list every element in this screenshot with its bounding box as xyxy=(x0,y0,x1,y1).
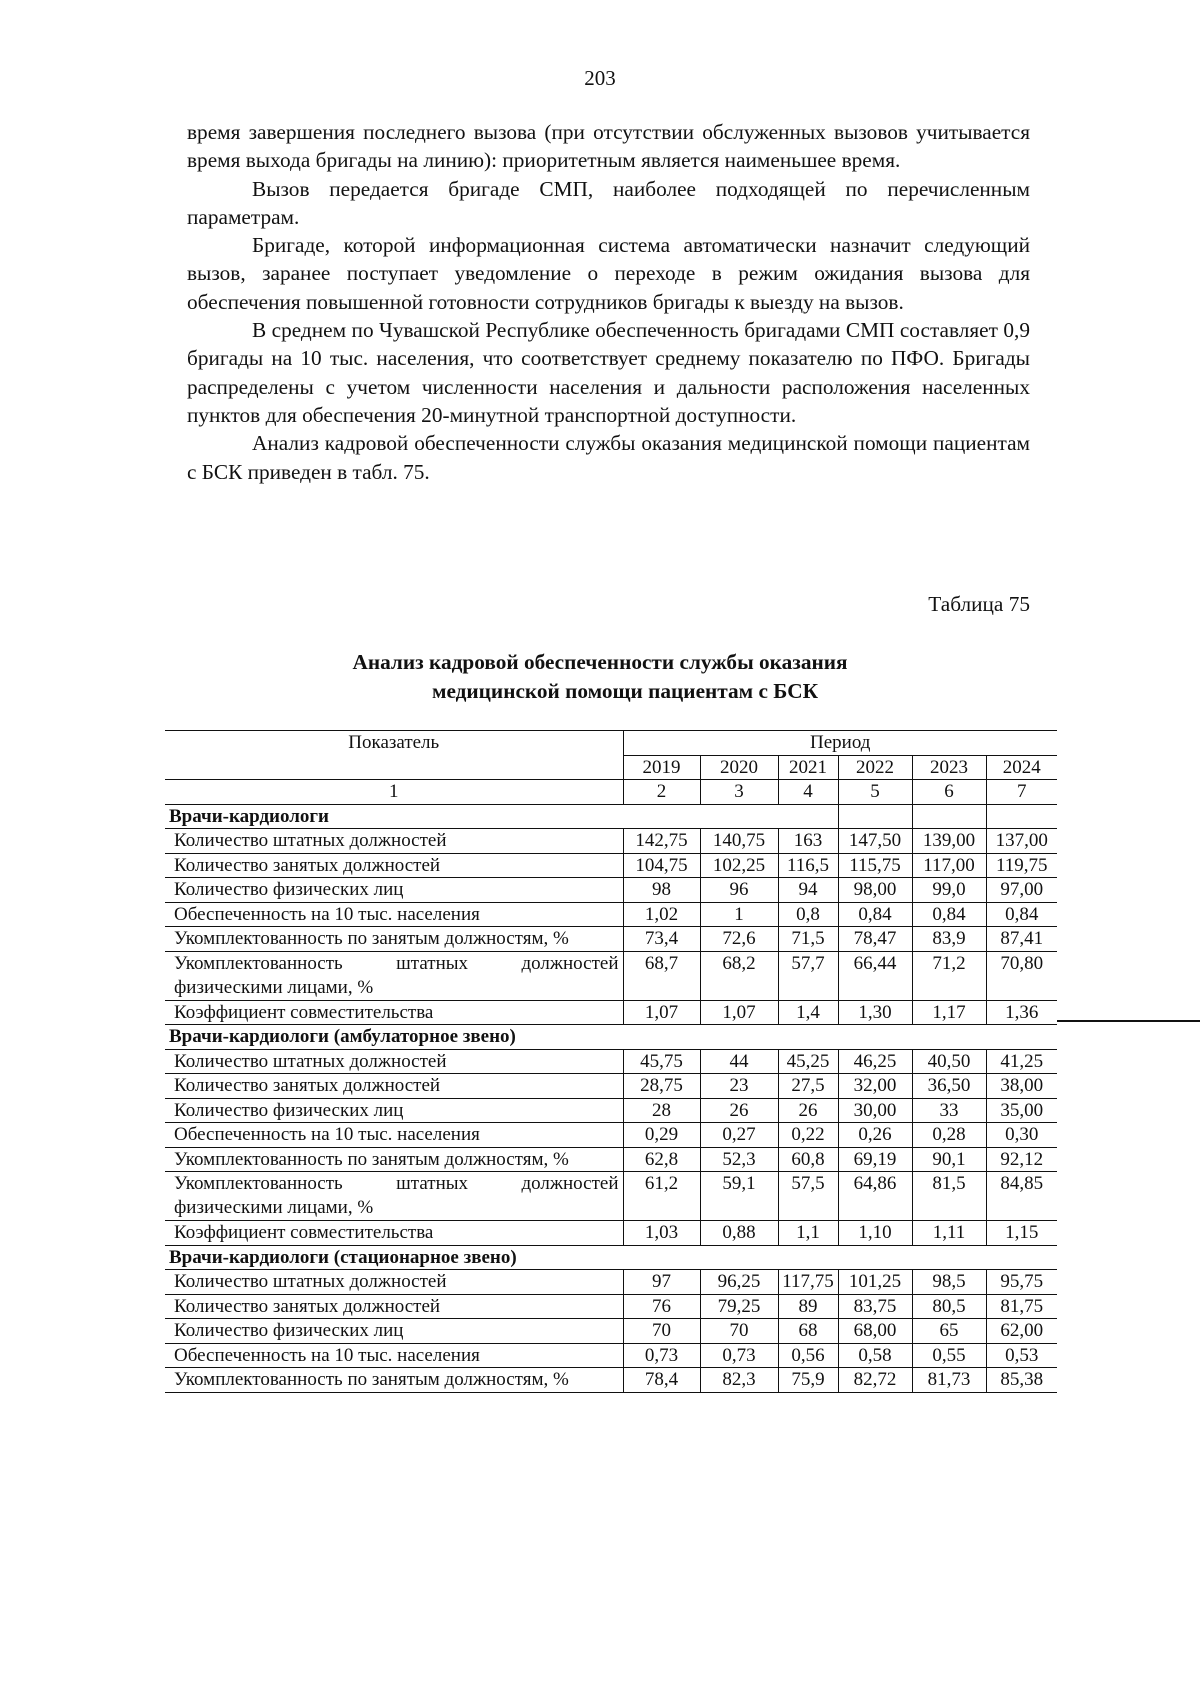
cell-value: 44 xyxy=(700,1049,778,1074)
cell-value: 68 xyxy=(778,1319,838,1344)
cell-value: 94 xyxy=(778,878,838,903)
cell-value: 87,41 xyxy=(986,927,1057,952)
cell-value: 0,58 xyxy=(838,1343,912,1368)
cell-value: 0,30 xyxy=(986,1123,1057,1148)
cell-value: 1,36 xyxy=(986,1000,1057,1025)
cell-value: 104,75 xyxy=(623,853,700,878)
table-row xyxy=(165,1098,1057,1123)
cell-value: 68,7 xyxy=(623,951,700,1000)
table-title xyxy=(300,648,900,706)
table-row xyxy=(165,1000,1057,1025)
cell-value: 98 xyxy=(623,878,700,903)
cell-value: 59,1 xyxy=(700,1172,778,1221)
row-label: Укомплектованность по занятым должностям, % xyxy=(165,927,623,952)
cell-value: 0,28 xyxy=(912,1123,986,1148)
cell-value: 119,75 xyxy=(986,853,1057,878)
paragraph: В среднем по Чувашской Республике обеспеченность бригадами СМП составляет 0,9 бригады на 10 тыс. населения, что соответствует среднему показателю по ПФО. Бригады распределены с учетом численности населения и дальности расположения населенных пунктов для обеспечения 20-минутной транспортной доступности. xyxy=(187,318,1030,427)
cell-value: 41,25 xyxy=(986,1049,1057,1074)
cell-value: 71,5 xyxy=(778,927,838,952)
table-row xyxy=(165,1123,1057,1148)
cell-value: 45,75 xyxy=(623,1049,700,1074)
section-header-row xyxy=(165,1025,1057,1050)
cell-value: 1,02 xyxy=(623,902,700,927)
cell-value: 46,25 xyxy=(838,1049,912,1074)
cell-value: 35,00 xyxy=(986,1098,1057,1123)
table-row xyxy=(165,1221,1057,1246)
cell-value: 78,4 xyxy=(623,1368,700,1393)
cell-value: 0,73 xyxy=(623,1343,700,1368)
column-number: 5 xyxy=(838,780,912,805)
cell-value: 139,00 xyxy=(912,829,986,854)
cell-value: 38,00 xyxy=(986,1074,1057,1099)
cell-value: 1,4 xyxy=(778,1000,838,1025)
table-colnum-row xyxy=(165,780,1057,805)
cell-value: 66,44 xyxy=(838,951,912,1000)
cell-value: 73,4 xyxy=(623,927,700,952)
row-label: Укомплектованность по занятым должностям, % xyxy=(165,1368,623,1393)
column-number: 6 xyxy=(912,780,986,805)
cell-value: 68,2 xyxy=(700,951,778,1000)
paragraph: Бригаде, которой информационная система автоматически назначит следующий вызов, заранее поступает уведомление о переходе в режим ожидания вызова для обеспечения повышенной готовности сотрудников бригады к выезду на вызов. xyxy=(187,233,1030,314)
row-label: Количество физических лиц xyxy=(165,1319,623,1344)
table-row xyxy=(165,951,1057,1000)
cell-value: 147,50 xyxy=(838,829,912,854)
cell-value: 102,25 xyxy=(700,853,778,878)
cell-value: 68,00 xyxy=(838,1319,912,1344)
cell-value: 0,84 xyxy=(912,902,986,927)
empty-cell xyxy=(986,804,1057,829)
header-year: 2019 xyxy=(623,755,700,780)
row-label: Количество занятых должностей xyxy=(165,853,623,878)
table-row xyxy=(165,1074,1057,1099)
cell-value: 96,25 xyxy=(700,1270,778,1295)
cell-value: 140,75 xyxy=(700,829,778,854)
cell-value: 1,07 xyxy=(700,1000,778,1025)
cell-value: 97,00 xyxy=(986,878,1057,903)
cell-value: 1,15 xyxy=(986,1221,1057,1246)
cell-value: 117,00 xyxy=(912,853,986,878)
cell-value: 0,84 xyxy=(838,902,912,927)
cell-value: 61,2 xyxy=(623,1172,700,1221)
table-row xyxy=(165,927,1057,952)
table-row xyxy=(165,878,1057,903)
cell-value: 40,50 xyxy=(912,1049,986,1074)
cell-value: 62,00 xyxy=(986,1319,1057,1344)
staffing-table xyxy=(165,730,1057,1393)
section-header-row xyxy=(165,1245,1057,1270)
cell-value: 89 xyxy=(778,1294,838,1319)
cell-value: 28 xyxy=(623,1098,700,1123)
cell-value: 82,3 xyxy=(700,1368,778,1393)
cell-value: 98,00 xyxy=(838,878,912,903)
header-year: 2021 xyxy=(778,755,838,780)
cell-value: 57,7 xyxy=(778,951,838,1000)
cell-value: 28,75 xyxy=(623,1074,700,1099)
section-header-row xyxy=(165,804,1057,829)
cell-value: 79,25 xyxy=(700,1294,778,1319)
cell-value: 0,53 xyxy=(986,1343,1057,1368)
cell-value: 62,8 xyxy=(623,1147,700,1172)
cell-value: 95,75 xyxy=(986,1270,1057,1295)
cell-value: 52,3 xyxy=(700,1147,778,1172)
row-label: Обеспеченность на 10 тыс. населения xyxy=(165,902,623,927)
cell-value: 81,73 xyxy=(912,1368,986,1393)
row-label: Количество занятых должностей xyxy=(165,1074,623,1099)
cell-value: 65 xyxy=(912,1319,986,1344)
header-year: 2020 xyxy=(700,755,778,780)
row-label: Количество занятых должностей xyxy=(165,1294,623,1319)
table-row xyxy=(165,1294,1057,1319)
cell-value: 1,10 xyxy=(838,1221,912,1246)
cell-value: 90,1 xyxy=(912,1147,986,1172)
cell-value: 101,25 xyxy=(838,1270,912,1295)
cell-value: 0,29 xyxy=(623,1123,700,1148)
column-number: 3 xyxy=(700,780,778,805)
cell-value: 75,9 xyxy=(778,1368,838,1393)
row-label: Количество штатных должностей xyxy=(165,1270,623,1295)
row-label: Укомплектованность штатных должностей физическими лицами, % xyxy=(165,951,623,1000)
table-row xyxy=(165,1172,1057,1221)
empty-cell xyxy=(838,804,912,829)
row-label: Количество штатных должностей xyxy=(165,829,623,854)
cell-value: 163 xyxy=(778,829,838,854)
table-row xyxy=(165,1049,1057,1074)
cell-value: 98,5 xyxy=(912,1270,986,1295)
section-title: Врачи-кардиологи (стационарное звено) xyxy=(165,1245,1057,1270)
table-row xyxy=(165,829,1057,854)
cell-value: 1,07 xyxy=(623,1000,700,1025)
cell-value: 0,73 xyxy=(700,1343,778,1368)
cell-value: 26 xyxy=(778,1098,838,1123)
cell-value: 84,85 xyxy=(986,1172,1057,1221)
section-title: Врачи-кардиологи xyxy=(165,804,838,829)
header-year: 2023 xyxy=(912,755,986,780)
cell-value: 78,47 xyxy=(838,927,912,952)
cell-value: 117,75 xyxy=(778,1270,838,1295)
cell-value: 69,19 xyxy=(838,1147,912,1172)
cell-value: 32,00 xyxy=(838,1074,912,1099)
cell-value: 76 xyxy=(623,1294,700,1319)
header-year: 2022 xyxy=(838,755,912,780)
cell-value: 116,5 xyxy=(778,853,838,878)
cell-value: 1,1 xyxy=(778,1221,838,1246)
cell-value: 1,11 xyxy=(912,1221,986,1246)
page-number: 203 xyxy=(584,66,616,90)
cell-value: 142,75 xyxy=(623,829,700,854)
column-number: 1 xyxy=(165,780,623,805)
table-row xyxy=(165,853,1057,878)
cell-value: 92,12 xyxy=(986,1147,1057,1172)
table-row xyxy=(165,1343,1057,1368)
cell-value: 1,30 xyxy=(838,1000,912,1025)
cell-value: 1 xyxy=(700,902,778,927)
cell-value: 0,26 xyxy=(838,1123,912,1148)
cell-value: 83,75 xyxy=(838,1294,912,1319)
cell-value: 99,0 xyxy=(912,878,986,903)
column-number: 4 xyxy=(778,780,838,805)
paragraph: Вызов передается бригаде СМП, наиболее подходящей по перечисленным параметрам. xyxy=(187,176,1030,229)
cell-value: 70,80 xyxy=(986,951,1057,1000)
table-title-line: медицинской помощи пациентам с БСК xyxy=(431,679,819,703)
paragraph: время завершения последнего вызова (при отсутствии обслуженных вызовов учитывается время выхода бригады на линию): приоритетным является наименьшее время. xyxy=(187,120,1030,173)
row-label: Укомплектованность по занятым должностям, % xyxy=(165,1147,623,1172)
cell-value: 64,86 xyxy=(838,1172,912,1221)
cell-value: 0,84 xyxy=(986,902,1057,927)
cell-value: 80,5 xyxy=(912,1294,986,1319)
cell-value: 81,75 xyxy=(986,1294,1057,1319)
cell-value: 23 xyxy=(700,1074,778,1099)
cell-value: 0,27 xyxy=(700,1123,778,1148)
table-header-row xyxy=(165,731,1057,756)
row-label: Укомплектованность штатных должностей физическими лицами, % xyxy=(165,1172,623,1221)
cell-value: 72,6 xyxy=(700,927,778,952)
header-indicator: Показатель xyxy=(165,731,623,780)
table-row xyxy=(165,1368,1057,1393)
cell-value: 85,38 xyxy=(986,1368,1057,1393)
row-label: Количество штатных должностей xyxy=(165,1049,623,1074)
cell-value: 36,50 xyxy=(912,1074,986,1099)
row-label: Коэффициент совместительства xyxy=(165,1221,623,1246)
cell-value: 70 xyxy=(623,1319,700,1344)
cell-value: 96 xyxy=(700,878,778,903)
cell-value: 0,56 xyxy=(778,1343,838,1368)
empty-cell xyxy=(912,804,986,829)
cell-value: 0,8 xyxy=(778,902,838,927)
cell-value: 82,72 xyxy=(838,1368,912,1393)
cell-value: 33 xyxy=(912,1098,986,1123)
cell-value: 27,5 xyxy=(778,1074,838,1099)
section-title: Врачи-кардиологи (амбулаторное звено) xyxy=(165,1025,1057,1050)
cell-value: 115,75 xyxy=(838,853,912,878)
row-label: Количество физических лиц xyxy=(165,1098,623,1123)
cell-value: 81,5 xyxy=(912,1172,986,1221)
cell-value: 70 xyxy=(700,1319,778,1344)
table-title-line: Анализ кадровой обеспеченности службы оказания xyxy=(352,650,848,674)
cell-value: 45,25 xyxy=(778,1049,838,1074)
cell-value: 1,03 xyxy=(623,1221,700,1246)
cell-value: 0,88 xyxy=(700,1221,778,1246)
cell-value: 0,55 xyxy=(912,1343,986,1368)
row-label: Обеспеченность на 10 тыс. населения xyxy=(165,1343,623,1368)
cell-value: 1,17 xyxy=(912,1000,986,1025)
cell-value: 97 xyxy=(623,1270,700,1295)
cell-value: 57,5 xyxy=(778,1172,838,1221)
paragraph: Анализ кадровой обеспеченности службы оказания медицинской помощи пациентам с БСК приведен в табл. 75. xyxy=(187,431,1030,484)
row-label: Обеспеченность на 10 тыс. населения xyxy=(165,1123,623,1148)
table-row xyxy=(165,1270,1057,1295)
cell-value: 26 xyxy=(700,1098,778,1123)
stray-rule-line xyxy=(1057,1020,1200,1022)
table-row xyxy=(165,902,1057,927)
header-period: Период xyxy=(623,731,1057,756)
column-number: 2 xyxy=(623,780,700,805)
cell-value: 83,9 xyxy=(912,927,986,952)
cell-value: 71,2 xyxy=(912,951,986,1000)
table-row xyxy=(165,1147,1057,1172)
column-number: 7 xyxy=(986,780,1057,805)
table-label: Таблица 75 xyxy=(928,592,1030,616)
row-label: Количество физических лиц xyxy=(165,878,623,903)
header-year: 2024 xyxy=(986,755,1057,780)
body-text xyxy=(187,118,1030,486)
cell-value: 0,22 xyxy=(778,1123,838,1148)
cell-value: 60,8 xyxy=(778,1147,838,1172)
cell-value: 30,00 xyxy=(838,1098,912,1123)
table-row xyxy=(165,1319,1057,1344)
row-label: Коэффициент совместительства xyxy=(165,1000,623,1025)
cell-value: 137,00 xyxy=(986,829,1057,854)
